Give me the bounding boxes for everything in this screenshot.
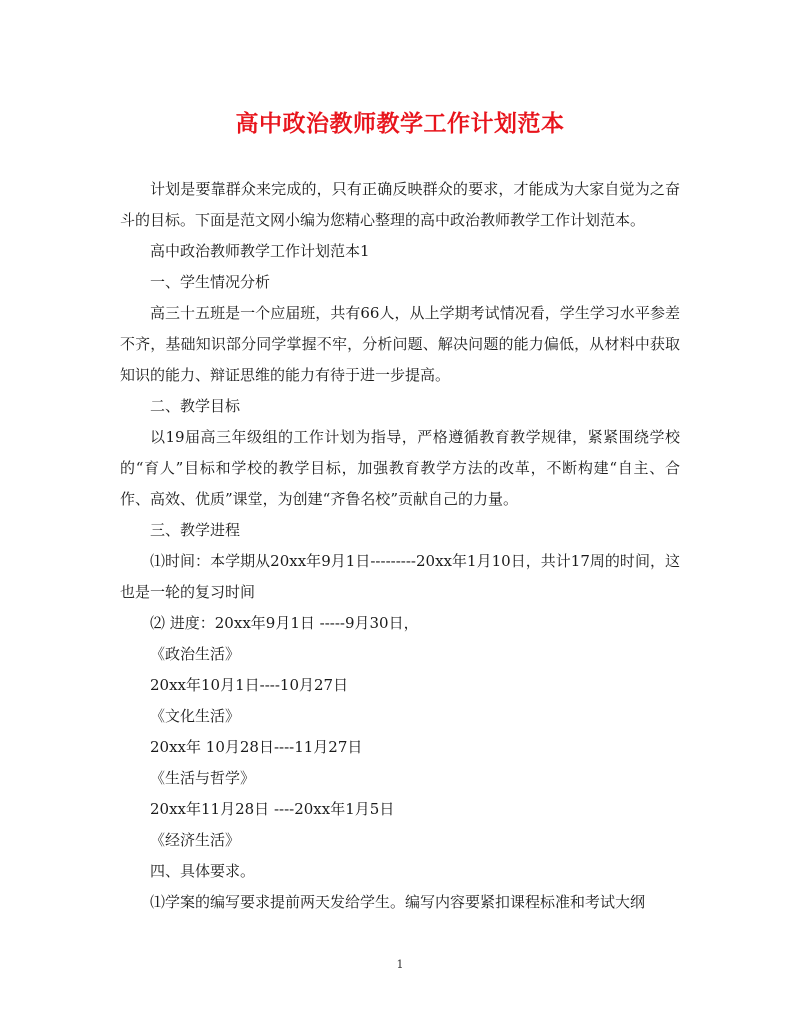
section-heading-plan-1: 高中政治教师教学工作计划范本1 (150, 242, 370, 260)
schedule-item-3: 20xx年11月28日 ----20xx年1月5日 (150, 800, 395, 818)
paragraph-requirement-1: ⑴学案的编写要求提前两天发给学生。编写内容要紧扣课程标准和考试大纲 (150, 893, 646, 911)
schedule-item-1: 20xx年10月1日----10月27日 (150, 676, 349, 694)
book-cultural-life: 《文化生活》 (150, 707, 241, 725)
paragraph-student-analysis: 高三十五班是一个应届班，共有66人，从上学期考试情况看，学生学习水平参差不齐，基础知识部分同学掌握不牢，分析问题、解决问题的能力偏低，从材料中获取知识的能力、辩证思维的能力有待于进一步提高。 (120, 304, 680, 384)
paragraph-teaching-goals: 以19届高三年级组的工作计划为指导，严格遵循教育教学规律，紧紧围绕学校的“育人”目标和学校的教学目标，加强教育教学方法的改革，不断构建“自主、合作、高效、优质”课堂，为创建“齐鲁名校”贡献自己的力量。 (120, 428, 680, 508)
book-political-life: 《政治生活》 (150, 645, 241, 663)
heading-student-analysis: 一、学生情况分析 (150, 273, 271, 291)
paragraph-schedule-progress: ⑵ 进度：20xx年9月1日 -----9月30日， (150, 614, 419, 632)
intro-paragraph: 计划是要靠群众来完成的，只有正确反映群众的要求，才能成为大家自觉为之奋斗的目标。下面是范文网小编为您精心整理的高中政治教师教学工作计划范本。 (120, 180, 680, 229)
heading-specific-requirements: 四、具体要求。 (150, 862, 256, 880)
paragraph-schedule-time: ⑴时间：本学期从20xx年9月1日---------20xx年1月10日，共计17周的时间，这也是一轮的复习时间 (120, 552, 680, 601)
document-title: 高中政治教师教学工作计划范本 (235, 110, 565, 137)
heading-teaching-goals: 二、教学目标 (150, 397, 241, 415)
book-life-and-philosophy: 《生活与哲学》 (150, 769, 256, 787)
heading-teaching-progress: 三、教学进程 (150, 521, 241, 539)
document-body (120, 174, 680, 918)
schedule-item-2: 20xx年 10月28日----11月27日 (150, 738, 363, 756)
book-economic-life: 《经济生活》 (150, 831, 241, 849)
page-number: 1 (396, 958, 404, 971)
